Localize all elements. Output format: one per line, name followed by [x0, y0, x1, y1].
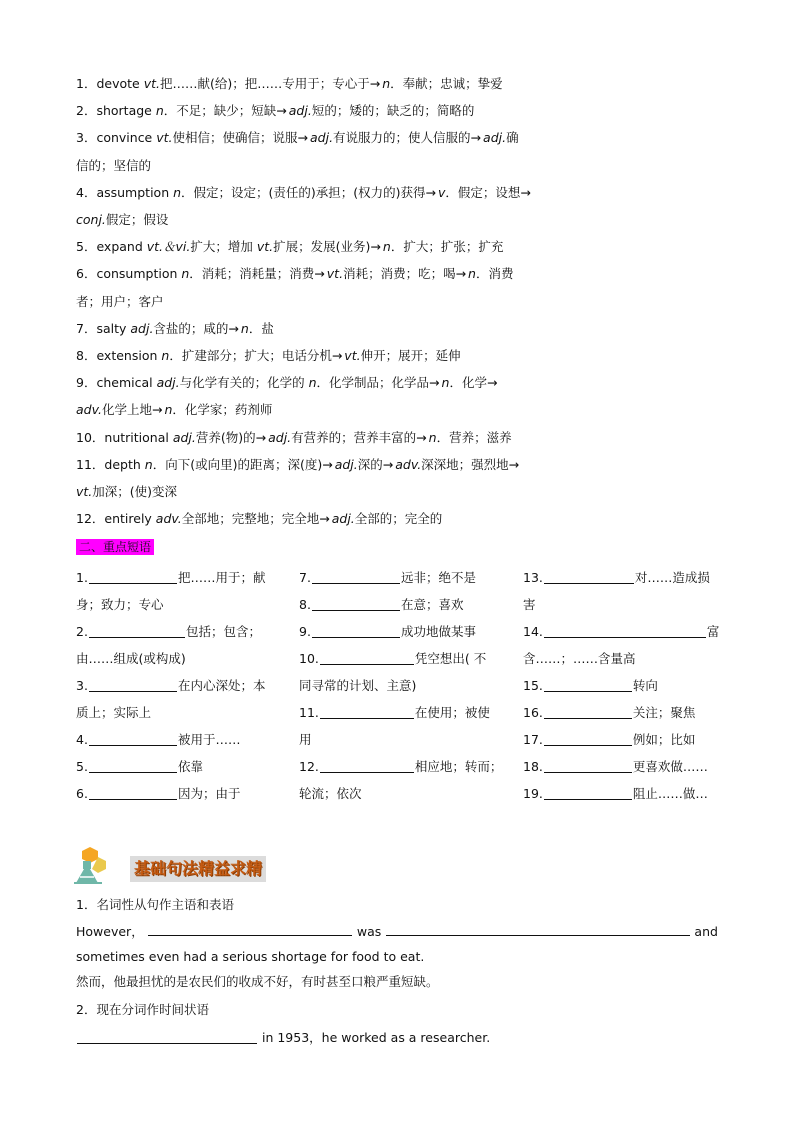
line-text: ．扩建部分；扩大；电话分机→ [169, 348, 343, 363]
line-text: 含盐的；咸的→ [153, 320, 239, 336]
line-text: 扩展；发展(业务)→ [273, 239, 381, 255]
part-of-speech: adj. [334, 456, 358, 472]
part-of-speech: adv. [155, 511, 182, 527]
answer-blank[interactable] [89, 732, 177, 746]
line-text: 因为；由于 [177, 786, 241, 801]
line-text: 11. [299, 705, 319, 720]
line-text: ．向下(或向里)的距离；深(度)→ [152, 456, 333, 472]
part-of-speech: n [468, 266, 476, 282]
line-text: ．化学制品；化学品→ [316, 375, 440, 391]
phrases-column-2 [299, 564, 504, 807]
line-text: 18. [523, 759, 543, 774]
phrase-line [523, 780, 718, 807]
vocab-line [76, 156, 718, 176]
line-text: 者；用户；客户 [76, 293, 164, 309]
line-text: 4．assumption [76, 184, 174, 200]
part-of-speech: vt. [76, 484, 93, 499]
line-text: 营养(物)的→ [195, 429, 267, 445]
line-text: ．扩大；扩张；扩充 [390, 239, 504, 255]
vocab-line [76, 264, 718, 284]
vocab-line [76, 74, 718, 94]
answer-blank[interactable] [320, 705, 414, 719]
part-of-speech: vt. [156, 130, 173, 146]
line-text: 假定；假设 [105, 212, 169, 227]
line-text: 10. [299, 651, 319, 666]
line-text: 化学上地→ [101, 402, 163, 418]
line-text: 伸开；展开；延伸 [360, 348, 461, 363]
phrase-line [76, 672, 281, 699]
line-text: 8. [299, 597, 311, 612]
vocab-line [76, 210, 718, 230]
line-text: 深深地；强烈地→ [421, 456, 520, 472]
phrases-column-3 [523, 564, 718, 807]
phrase-line [523, 672, 718, 699]
line-text: 8．extension [76, 348, 162, 363]
line-text: 更喜欢做…… [632, 759, 708, 774]
phrase-line [299, 780, 504, 807]
line-text: 短的；矮的；缺乏的；简略的 [311, 103, 475, 119]
answer-blank[interactable] [386, 922, 690, 936]
answer-blank[interactable] [544, 786, 632, 800]
line-text: 富 [706, 624, 720, 639]
vocab-line [76, 319, 718, 339]
vocab-line [76, 482, 718, 502]
part-of-speech: adj. [288, 103, 312, 119]
phrase-line [299, 645, 504, 672]
part-of-speech: adj. [156, 375, 180, 391]
phrase-line [299, 591, 504, 618]
part-of-speech: adj. [310, 130, 334, 146]
line-text: 害 [523, 597, 536, 612]
line-text: 2. [76, 624, 88, 639]
part-of-speech: n [181, 266, 190, 282]
part-of-speech: n [161, 348, 170, 363]
line-text: 例如；比如 [632, 732, 696, 747]
phrase-line [76, 780, 281, 807]
line-text: 12．entirely [76, 511, 156, 527]
line-text: 6. [76, 786, 88, 801]
part-of-speech: n [382, 239, 391, 255]
line-text: 成功地做某事 [400, 624, 476, 639]
vocab-line [76, 183, 718, 203]
syntax-item1-continuation: sometimes even had a serious shortage for food to eat. [76, 949, 425, 964]
part-of-speech: adv. [76, 402, 102, 418]
line-text: ．化学家；药剂师 [172, 402, 273, 418]
answer-blank[interactable] [89, 570, 177, 584]
phrase-line [299, 672, 504, 699]
answer-blank[interactable] [89, 678, 177, 692]
line-text: 包括；包含； [185, 624, 261, 639]
part-of-speech: n [173, 184, 182, 200]
answer-blank[interactable] [89, 759, 177, 773]
line-text: 凭空想出( 不 [414, 651, 487, 666]
phrases-section-badge: 二、重点短语 [76, 539, 154, 555]
line-text: 16. [523, 705, 543, 720]
syntax-item1-translation: 然而，他最担忧的是农民们的收成不好，有时甚至口粮严重短缺。 [76, 974, 439, 989]
line-text: 6．consumption [76, 266, 182, 282]
answer-blank[interactable] [320, 759, 414, 773]
part-of-speech: vt. [143, 76, 160, 91]
phrase-line [76, 564, 281, 591]
line-text: 相应地；转而； [414, 759, 503, 774]
vocab-line [76, 346, 718, 366]
part-of-speech: vt. [256, 239, 274, 255]
phrase-line [76, 591, 281, 618]
line-text: ．化学→ [449, 375, 498, 391]
line-text: 阻止……做… [632, 786, 708, 801]
was-text: was [356, 924, 382, 939]
line-text: 13. [523, 570, 543, 585]
line-text: ．假定；设定；(责任的)承担；(权力的)获得→ [181, 184, 437, 200]
line-text: 9. [299, 624, 311, 639]
line-text: ．消耗；消耗量；消费→ [189, 266, 325, 282]
vocab-line [76, 101, 718, 121]
and-text: and [694, 924, 718, 939]
phrase-line [76, 645, 281, 672]
answer-blank[interactable] [544, 759, 632, 773]
part-of-speech: adj. [268, 429, 292, 445]
answer-blank[interactable] [89, 786, 177, 800]
line-text: 用 [299, 732, 312, 747]
line-text: 把……献(给)；把……专用于；专心于→ [159, 76, 381, 91]
line-text: 在内心深处；本 [177, 678, 266, 693]
line-text: ．盐 [248, 320, 274, 336]
answer-blank[interactable] [312, 597, 400, 611]
line-text: 消耗；消费；吃；喝→ [343, 266, 467, 282]
part-of-speech: conj. [76, 212, 106, 227]
answer-blank[interactable] [89, 624, 185, 638]
phrase-line [76, 753, 281, 780]
line-text: 使相信；使确信；说服→ [172, 130, 308, 146]
answer-blank[interactable] [77, 1030, 257, 1044]
section-title: 基础句法精益求精 [130, 856, 266, 882]
line-text: 依靠 [177, 759, 203, 774]
line-text: ．营养；滋养 [436, 429, 512, 445]
part-of-speech: n [441, 375, 450, 391]
line-text: 被用于…… [177, 732, 241, 747]
line-text: ．消费 [475, 266, 514, 282]
phrase-line [76, 699, 281, 726]
line-text: 5．expand [76, 239, 147, 255]
phrase-line [523, 645, 718, 672]
line-text: 远非；绝不是 [400, 570, 476, 585]
part-of-speech: n [155, 103, 164, 119]
line-text: 17. [523, 732, 543, 747]
line-text: 9．chemical [76, 375, 157, 391]
vocab-line [76, 373, 718, 393]
line-text: 14. [523, 624, 543, 639]
part-of-speech: n [164, 402, 173, 418]
line-text: 确 [506, 130, 519, 146]
part-of-speech: vt. [344, 348, 361, 363]
line-text: 关注；聚焦 [632, 705, 696, 720]
phrase-line [76, 726, 281, 753]
syntax-item1-sentence [76, 921, 718, 943]
part-of-speech: n [144, 456, 153, 472]
line-text: 1．devote [76, 76, 144, 91]
line-text: 由……组成(或构成) [76, 651, 186, 666]
answer-blank[interactable] [148, 922, 352, 936]
vocab-line [76, 400, 718, 420]
line-text: ．不足；缺少；短缺→ [163, 103, 287, 119]
flask-icon [70, 845, 114, 885]
phrase-line [299, 564, 504, 591]
line-text: 2．shortage [76, 103, 156, 119]
answer-blank[interactable] [312, 624, 400, 638]
line-text: 11．depth [76, 456, 145, 472]
phrase-line [523, 591, 718, 618]
line-text: 3. [76, 678, 88, 693]
line-text: 全部的；完全的 [354, 511, 443, 527]
phrase-line [299, 753, 504, 780]
part-of-speech: n [308, 375, 317, 391]
line-text: 7. [299, 570, 311, 585]
line-text: 有营养的；营养丰富的→ [291, 429, 427, 445]
phrase-line [523, 618, 718, 645]
line-text: 5. [76, 759, 88, 774]
however-text: However， [76, 924, 144, 939]
line-text: ．奉献；忠诚；挚爱 [390, 76, 503, 91]
part-of-speech: adj. [172, 429, 196, 445]
phrase-line [299, 618, 504, 645]
vocab-line [76, 128, 718, 148]
line-text: 同寻常的计划、主意) [299, 678, 417, 693]
line-text: 7．salty [76, 320, 131, 336]
syntax-item1-title: 1．名词性从句作主语和表语 [76, 897, 234, 912]
phrases-column-1 [76, 564, 281, 807]
line-text: 与化学有关的；化学的 [179, 375, 309, 391]
line-text: 19. [523, 786, 543, 801]
vocab-line [76, 237, 718, 257]
line-text: 转向 [632, 678, 658, 693]
answer-blank[interactable] [544, 732, 632, 746]
phrase-line [76, 618, 281, 645]
line-text: 质上；实际上 [76, 705, 152, 720]
vocab-line [76, 292, 718, 312]
vocab-line [76, 428, 718, 448]
part-of-speech: n [382, 76, 391, 91]
line-text: 在意；喜欢 [400, 597, 464, 612]
syntax-item2-sentence [76, 1027, 718, 1049]
line-text: 扩大；增加 [190, 239, 257, 255]
part-of-speech: adj. [331, 511, 355, 527]
line-text: 含……；……含量高 [523, 651, 636, 666]
line-text: 全部地；完整地；完全地→ [181, 511, 330, 527]
part-of-speech: n [428, 429, 437, 445]
part-of-speech: adv. [395, 456, 422, 472]
part-of-speech: vt.＆vi. [146, 239, 191, 255]
phrase-line [299, 726, 504, 753]
line-text: 身；致力；专心 [76, 597, 164, 612]
line-text: 轮流；依次 [299, 786, 362, 801]
phrase-line [523, 699, 718, 726]
answer-blank[interactable] [544, 570, 634, 584]
line-text: 对……造成损 [634, 570, 710, 585]
line-text: 15. [523, 678, 543, 693]
line-text: 把……用于；献 [177, 570, 266, 585]
part-of-speech: v [438, 184, 446, 200]
answer-blank[interactable] [544, 624, 706, 638]
line-text: 4. [76, 732, 88, 747]
line-text: 有说服力的；使人信服的→ [333, 130, 482, 146]
answer-blank[interactable] [312, 570, 400, 584]
phrase-line [299, 699, 504, 726]
line-text: 加深；(使)变深 [92, 484, 178, 499]
phrase-line [523, 726, 718, 753]
answer-blank[interactable] [544, 678, 632, 692]
line-text: 12. [299, 759, 319, 774]
line-text: 信的；坚信的 [76, 157, 152, 173]
part-of-speech: vt. [326, 266, 344, 282]
line-text: 在使用；被使 [414, 705, 490, 720]
line-text: 1. [76, 570, 88, 585]
answer-blank[interactable] [544, 705, 632, 719]
phrase-line [523, 753, 718, 780]
syntax-item2-title: 2．现在分词作时间状语 [76, 1002, 209, 1017]
sentence-rest: in 1953，he worked as a researcher. [261, 1030, 491, 1045]
line-text: 3．convince [76, 130, 157, 146]
phrase-line [523, 564, 718, 591]
line-text: ．假定；设想→ [445, 184, 531, 200]
part-of-speech: adj. [130, 320, 154, 336]
vocab-line [76, 509, 718, 529]
part-of-speech: n [240, 320, 249, 336]
part-of-speech: adj. [483, 130, 507, 146]
line-text: 深的→ [357, 456, 394, 472]
line-text: 10．nutritional [76, 429, 173, 445]
answer-blank[interactable] [320, 651, 414, 665]
vocab-line [76, 455, 718, 475]
